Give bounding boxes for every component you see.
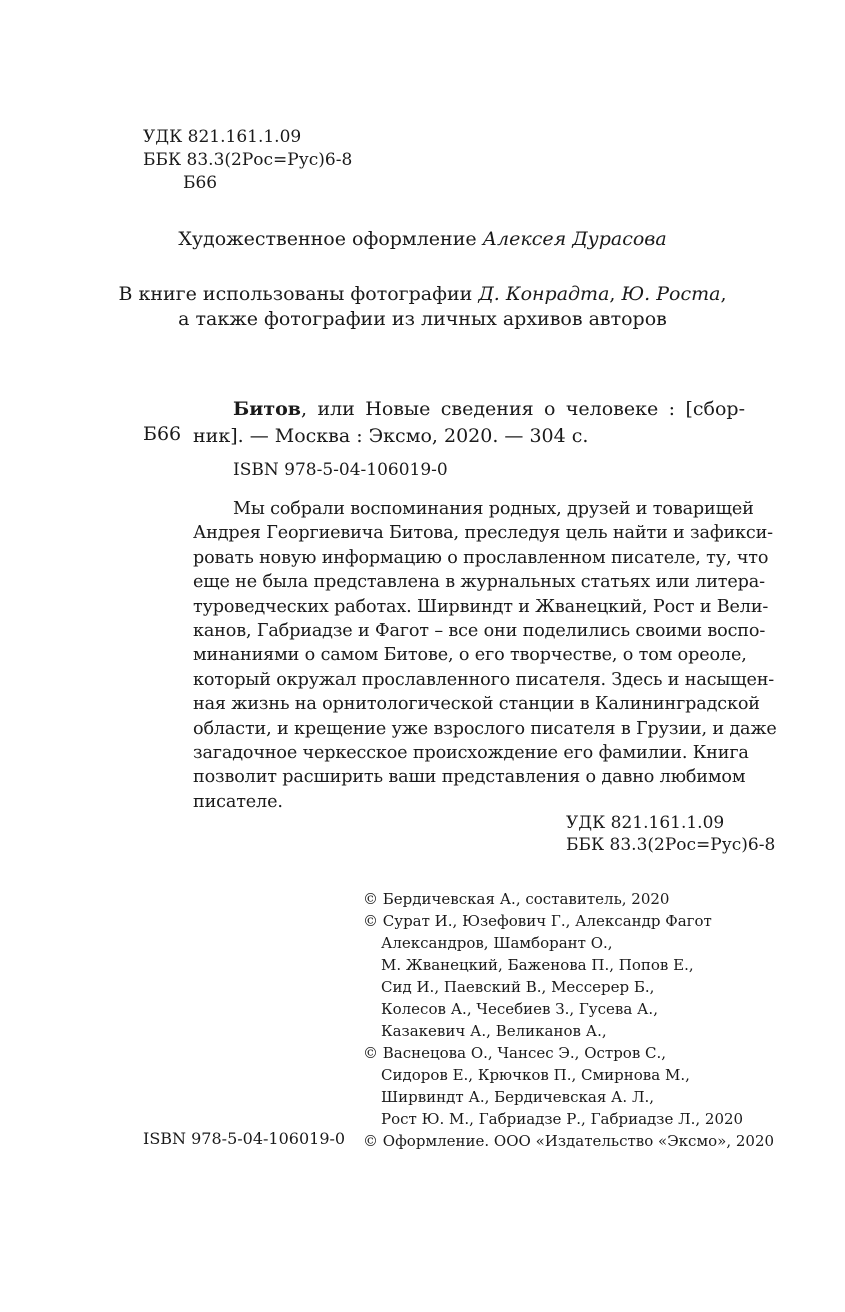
copyright-line: Колесов А., Чесебиев З., Гусева А., [381, 1000, 658, 1018]
bbk-bottom: ББК 83.3(2Рос=Рус)6-8 [566, 835, 776, 855]
photographer-2: Ю. Роста [621, 283, 721, 305]
author-mark-biblio: Б66 [143, 423, 182, 445]
biblio-line-2: ник]. — Москва : Эксмо, 2020. — 304 с. [193, 425, 589, 447]
photo-credit-prefix: В книге использованы фотографии [118, 283, 473, 305]
design-credit-prefix: Художественное оформление [178, 228, 477, 250]
photo-credit-suffix: , [720, 283, 727, 305]
copyright-line: Сид И., Паевский В., Мессерер Б., [381, 978, 655, 996]
book-title-author: Битов [233, 398, 301, 420]
annotation-line: который окружал прославленного писателя. Здесь и насыщен- [193, 669, 775, 690]
copyright-line: Александров, Шамборант О., [381, 934, 613, 952]
annotation-line: ровать новую информацию о прославленном писателе, ту, что [193, 547, 769, 568]
copyright-line: © Сурат И., Юзефович Г., Александр Фагот [363, 912, 712, 930]
annotation-line: области, и крещение уже взрослого писателя в Грузии, и даже [193, 718, 777, 739]
designer-name: Алексея Дурасова [482, 228, 667, 250]
annotation-line: ная жизнь на орнитологической станции в Калининградской [193, 694, 760, 715]
annotation-line: загадочное черкесское происхождение его фамилии. Книга [193, 742, 749, 763]
bibliographic-record [193, 396, 745, 450]
isbn-biblio: ISBN 978-5-04-106019-0 [233, 460, 448, 480]
photo-credit-separator: , [609, 283, 622, 305]
annotation-line: Мы собрали воспоминания родных, друзей и товарищей [233, 499, 754, 519]
udk-top: УДК 821.161.1.09 [143, 127, 302, 147]
copyright-design: © Оформление. ООО «Издательство «Эксмо», 2020 [363, 1132, 775, 1150]
author-mark-top: Б66 [183, 173, 218, 193]
photographer-1: Д. Конрадта [478, 283, 610, 305]
copyright-line: Сидоров Е., Крючков П., Смирнова М., [381, 1066, 690, 1084]
biblio-line-1-rest: , или Новые сведения о человеке : [сбор- [300, 398, 745, 420]
annotation-line: туроведческих работах. Ширвиндт и Жванецкий, Рост и Вели- [193, 596, 769, 617]
copyright-line: © Васнецова О., Чансес Э., Остров С., [363, 1044, 667, 1062]
annotation [193, 497, 777, 814]
photo-credit-line2: а также фотографии из личных архивов авторов [178, 308, 667, 330]
copyright-line: Рост Ю. М., Габриадзе Р., Габриадзе Л., 2020 [381, 1110, 744, 1128]
copyright-compiler: © Бердичевская А., составитель, 2020 [363, 890, 670, 908]
annotation-line: канов, Габриадзе и Фагот – все они поделились своими воспо- [193, 620, 766, 641]
annotation-line: позволит расширить ваши представления о давно любимом [193, 767, 746, 788]
annotation-line: писателе. [193, 791, 283, 812]
udk-bottom: УДК 821.161.1.09 [566, 813, 725, 833]
isbn-bottom: ISBN 978-5-04-106019-0 [143, 1129, 346, 1148]
annotation-line: Андрея Георгиевича Битова, преследуя цель найти и зафикси- [193, 523, 773, 544]
copyright-line: Казакевич А., Великанов А., [381, 1022, 607, 1040]
bbk-top: ББК 83.3(2Рос=Рус)6-8 [143, 150, 353, 170]
annotation-line: еще не была представлена в журнальных статьях или литера- [193, 572, 765, 593]
photo-credit-line1 [0, 283, 845, 305]
biblio-line-1 [193, 396, 745, 423]
copyright-line: Ширвиндт А., Бердичевская А. Л., [381, 1088, 654, 1106]
design-credit [0, 228, 845, 250]
copyright-line: М. Жванецкий, Баженова П., Попов Е., [381, 956, 694, 974]
annotation-line: минаниями о самом Битове, о его творчестве, о том ореоле, [193, 645, 747, 666]
